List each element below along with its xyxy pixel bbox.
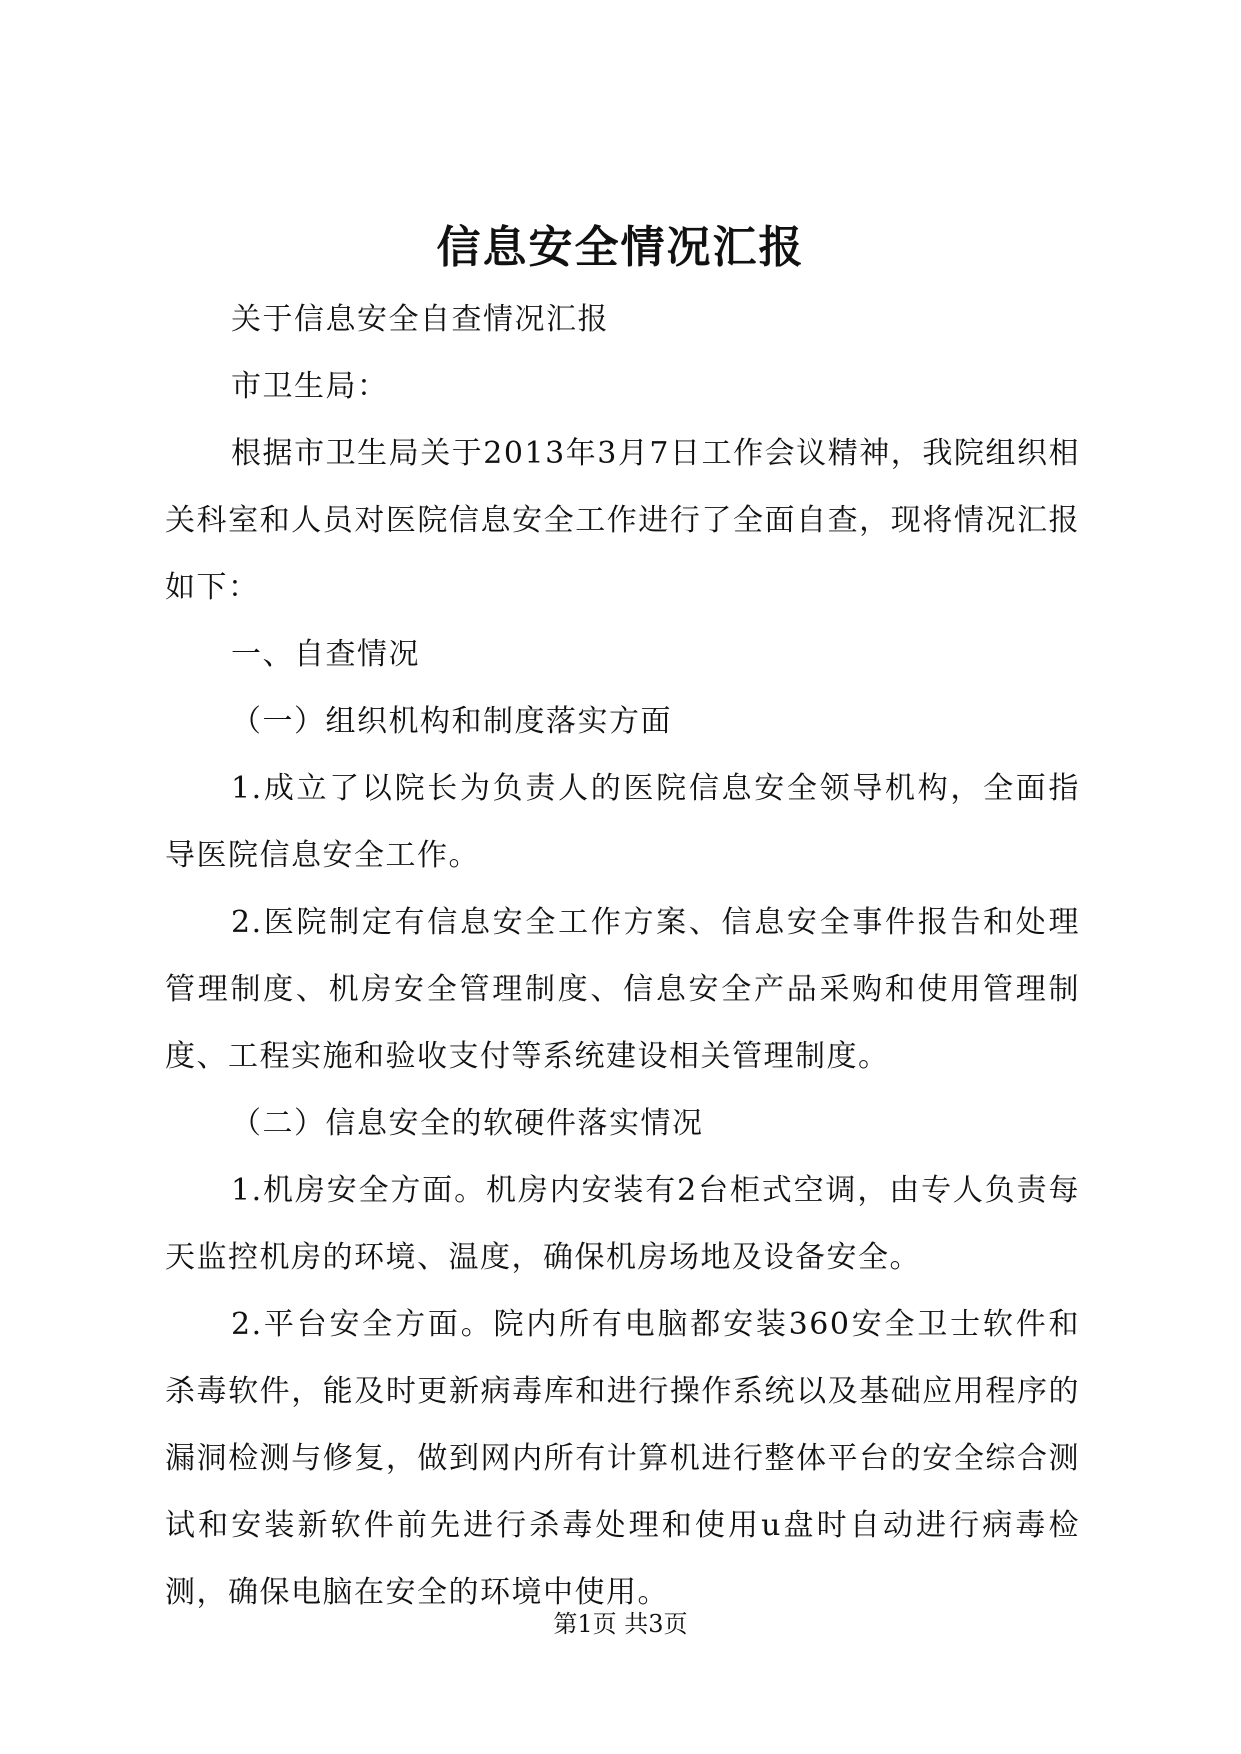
document-body — [165, 286, 1080, 1626]
paragraph-machine-room: 1.机房安全方面。机房内安装有2台柜式空调，由专人负责每天监控机房的环境、温度，确保机房场地及设备安全。 — [165, 1173, 1080, 1275]
paragraph-organization-1: 1.成立了以院长为负责人的医院信息安全领导机构，全面指导医院信息安全工作。 — [165, 771, 1080, 873]
paragraph-intro: 根据市卫生局关于2013年3月7日工作会议精神，我院组织相关科室和人员对医院信息安全工作进行了全面自查，现将情况汇报如下： — [165, 436, 1080, 605]
paragraph-report-subject: 关于信息安全自查情况汇报 — [231, 302, 609, 337]
subsection-heading-organization: （一）组织机构和制度落实方面 — [231, 704, 672, 739]
section-heading-self-check: 一、自查情况 — [231, 637, 420, 672]
paragraph-platform-security: 2.平台安全方面。院内所有电脑都安装360安全卫士软件和杀毒软件，能及时更新病毒库和进行操作系统以及基础应用程序的漏洞检测与修复，做到网内所有计算机进行整体平台的安全综合测试和安装新软件前先进行杀毒处理和使用u盘时自动进行病毒检测，确保电脑在安全的环境中使用。 — [165, 1307, 1080, 1610]
paragraph-addressee: 市卫生局： — [231, 369, 389, 404]
paragraph-organization-2: 2.医院制定有信息安全工作方案、信息安全事件报告和处理管理制度、机房安全管理制度、信息安全产品采购和使用管理制度、工程实施和验收支付等系统建设相关管理制度。 — [165, 905, 1080, 1074]
document-title: 信息安全情况汇报 — [436, 222, 805, 273]
subsection-heading-hardware-software: （二）信息安全的软硬件落实情况 — [231, 1106, 704, 1141]
page-number-footer: 第1页 共3页 — [553, 1610, 688, 1638]
